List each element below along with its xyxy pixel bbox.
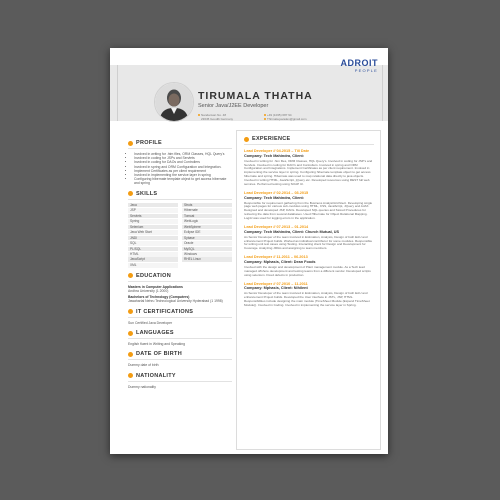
education-school: Andhra University (1 2000) [128,288,169,293]
skill-item: Eclipse IDE [182,230,232,235]
dob-title: DATE OF BIRTH [136,351,182,358]
profile-item: • Involved in coding for DAOs and Controllers [134,160,232,164]
left-column [128,140,232,389]
skill-item: Hibernate [182,208,232,213]
skill-item: Spring [128,219,178,224]
phone-icon [264,114,266,116]
certifications-title: IT CERTIFICATIONS [136,308,194,315]
section-divider [128,317,232,318]
skills-icon [128,191,133,196]
experience-entry [244,191,374,221]
person-silhouette-icon [155,83,193,121]
contact-info [198,113,378,125]
profile-item: • Configuring hibernate template object to get access hibernate and spring [134,177,232,185]
section-divider [128,281,232,282]
education-section [128,273,232,304]
job-role: Lead Developer // 02.2014 – 03.2015 [244,190,309,195]
skill-item: MySQL [182,247,232,252]
skill-item: RHEL Linux [182,257,232,262]
job-role: Lead Developer // 11.2011 – 06.2013 [244,255,308,260]
profile-item: • Involved in spring and ORM Configuration and Integration. [134,165,232,169]
job-description: Involved with the design and development of Plant management module. As a Tech lead managed offshore development and testing teams from a different vendor. Developed scripts using selenium. Fixed defects in production. [244,264,371,277]
section-divider [128,338,232,339]
profile-photo [154,82,194,122]
education-degree: Masters in Computer Applications [128,284,183,289]
nationality-section [128,373,232,389]
section-divider [244,144,374,145]
experience-entry [244,149,374,187]
languages-section [128,330,232,346]
job-company: Company: Tech Mahindra, Client: Church Mutual, US [244,229,340,234]
job-description: Responsible for requirement gathering from the Business Analyst/Architect. Developing single page web pages for various sub-modules using HTML, CSS, JavaScript, JQuery and AJAX. Designed and developed JSP, DAOs. Developed SQL queries and Stored Procedures for retrieving the data from several databases. Used Hibernate for Object Relational Mapping. Log4J was used for logging errors in the application. [244,200,373,221]
certifications-heading [128,309,232,315]
section-divider [128,148,232,149]
job-company: Company: Mphasis, Client: Nihilent [244,286,308,291]
address-line-1-text: Nandanvan No. 48 [201,113,227,117]
skills-title: SKILLS [136,190,158,197]
profile-item: • Involved in coding for JSPs and Servlets [134,156,232,160]
email-line[interactable] [264,117,307,121]
experience-entry [244,255,374,277]
email-icon [264,118,266,120]
section-divider [128,381,232,382]
languages-text: English fluent in Writing and Speaking [128,342,186,347]
job-company: Company: Tech Mahindra, Client: [244,195,305,200]
skill-item: HTML [128,252,178,257]
experience-title: EXPERIENCE [252,136,291,142]
skill-item: JavaScript [128,257,178,262]
profile-title: PROFILE [136,140,162,146]
job-company: Company: Tech Mahindra, Client: [244,153,305,158]
profile-item: • Involved in writing for .htm files, ORM Classes, HQL Query's [134,152,232,156]
graduation-cap-icon [128,273,133,278]
dob-text: Dummy date of birth [128,363,159,368]
job-description: As Senior Developer of the team involved in Estimation, Analysis, Design of both EAU and enhancement Project builds. Developed the User interface in JSTL, JSP, HTML. Responsibilities include designing the main module (TimeSheet Module (Expend TimeSheet Module)). Involved in Coding. Involved in implementing the service layer in Spring. [244,291,370,307]
language-icon [128,331,133,336]
languages-heading [128,330,232,336]
email-text[interactable]: Thirmala.javadev@gmail.com [267,117,307,121]
education-school: Jawaharlal Nehru Technological University Hyderabad (1 1998) [128,299,223,304]
address-line-2: 23645 Goodib Germany [201,117,234,121]
profile-heading [128,140,232,146]
certifications-section [128,309,232,325]
job-description: As Senior Developer of the team involved in Estimation, Analysis, Design of both EAU and enhancement Project builds. Worked as individual contributor for some modules. Responsible for writing unit test cases using Testing. Interacting client for Design and Development for Coverage. Analyzing JIRAs and assigning to team members. [244,234,373,251]
education-degree: Bachelors of Technology (Computers) [128,295,190,300]
skill-item: Windows [182,252,232,257]
section-divider [128,199,232,200]
experience-entry [244,225,374,251]
skill-item: WebLogic [182,219,232,224]
job-role: Lead Developer // 04.2015 – Till Date [244,149,310,153]
calendar-icon [128,352,133,357]
skill-item: Tomcat [182,214,232,219]
skill-item: PL/SQL [128,247,178,252]
job-role: Lead Developer // 07.2010 – 11.2011 [244,281,308,286]
experience-panel [236,130,381,450]
languages-title: LANGUAGES [136,330,174,337]
section-divider [128,359,232,360]
job-description: Involved in writing for .htm files, ORM Classes, HQL Query's. Involved in coding for JSP's and Servlets. Involved in coding for DAO's and Controllers. Involved in spring and ORM Configuration and Integrations. Implement Certificates as per client requirement. Involved in implementing the service layer in spring. Configuring hibernate template object to get access hibernate and spring. Hibernate was used to map relational data directly to java objects. Involved in writing HTML, JavaScript, jQuery etc. Developed resources using REST full web services. Performed testing using SOAP UI. [244,158,373,187]
education-heading [128,273,232,279]
skill-item: WebSphere [182,225,232,230]
experience-heading [244,136,374,142]
skills-heading [128,191,232,197]
dob-heading [128,351,232,357]
profile-section [128,140,232,186]
skill-item: Sybase [182,236,232,241]
skill-item: Servlets [128,214,178,219]
experience-content [244,136,374,308]
skill-item: SQL [128,241,178,246]
skills-grid [128,203,232,268]
job-company: Company: Mphasis, Client: Dean Foods [244,260,316,265]
skill-item: Java [128,203,178,208]
nationality-text: Dummy nationality [128,384,156,389]
dob-section [128,351,232,367]
education-title: EDUCATION [136,272,171,279]
certification-text: Sun Certified Java Developer [128,320,173,325]
skill-item: Java Web Start [128,230,178,235]
candidate-name: TIRUMALA THATHA [198,90,313,102]
location-icon [198,114,200,116]
nationality-heading [128,373,232,379]
skill-item: XML [128,263,178,268]
phone-text: +49 (1035) 687 94 [267,113,292,117]
skill-item: Oracle [182,241,232,246]
skill-item: JSP [128,208,178,213]
skill-item: Selenium [128,225,178,230]
profile-list [128,152,232,186]
profile-item: • Involved in implementing the service layer in spring [134,173,232,177]
nationality-title: NATIONALITY [136,372,176,379]
certificate-icon [128,309,133,314]
skill-item: Struts [182,203,232,208]
skills-section [128,191,232,268]
profile-icon [128,141,133,146]
briefcase-icon [244,137,249,142]
job-role: Lead Developer // 07.2013 – 01.2014 [244,225,309,230]
skill-item: JNDI [128,236,178,241]
resume-page [110,48,388,454]
profile-item: • Implement Certificates as per client requirement [134,169,232,173]
logo-main-text: ADROIT [340,58,378,68]
company-logo [341,59,379,73]
experience-entry [244,282,374,308]
logo-sub-text: PEOPLE [354,68,378,73]
candidate-title: Senior Java/J2EE Developer [198,103,269,109]
flag-icon [128,373,133,378]
